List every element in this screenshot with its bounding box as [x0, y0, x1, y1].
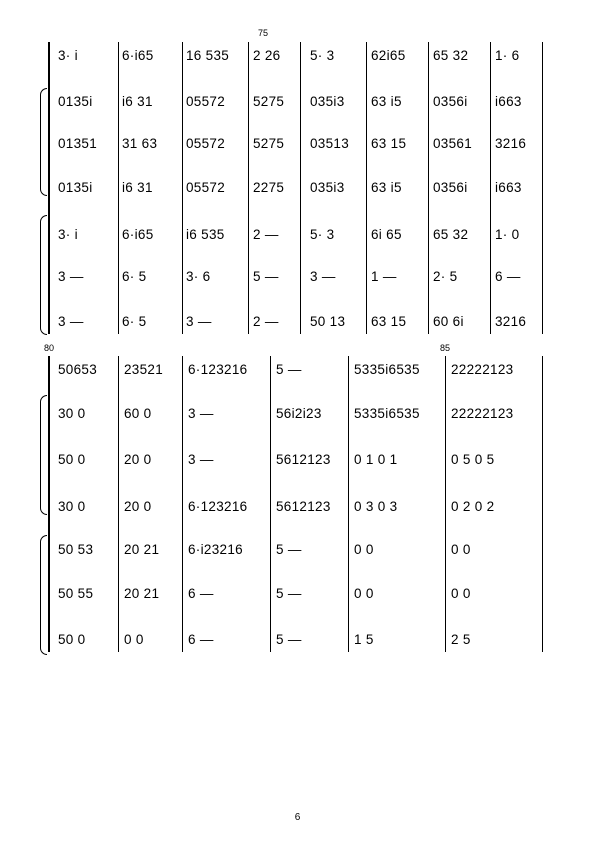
measure: 5· 3: [310, 227, 335, 242]
measure: 5 —: [276, 632, 302, 647]
measure: 3 —: [188, 452, 214, 467]
measure: 5612123: [276, 499, 331, 514]
measure: 63 i5: [371, 94, 402, 109]
staff-1: [0, 46, 595, 66]
measure: 6·i65: [122, 227, 154, 242]
staff-3: [0, 450, 595, 470]
measure: 6·123216: [188, 362, 248, 377]
measure: 20 0: [124, 452, 152, 467]
measure: 60 0: [124, 406, 152, 421]
measure: 3· 6: [186, 269, 211, 284]
staff-6: [0, 584, 595, 604]
measure: 0356i: [433, 94, 468, 109]
measure: 2 26: [253, 48, 281, 63]
measure: i663: [495, 180, 522, 195]
measure: 65 32: [433, 227, 469, 242]
measure: 6· 5: [122, 269, 147, 284]
measure: 62i65: [371, 48, 406, 63]
staff-5: [0, 540, 595, 560]
measure: 0 5 0 5: [451, 452, 495, 467]
measure: 30 0: [58, 499, 86, 514]
staff-6: [0, 267, 595, 287]
measure: 0356i: [433, 180, 468, 195]
measure: 0 1 0 1: [354, 452, 398, 467]
measure: 3 —: [188, 406, 214, 421]
measure: 3 —: [58, 269, 84, 284]
measure: 50653: [58, 362, 98, 377]
measure: 2 —: [253, 314, 279, 329]
measure: 6·123216: [188, 499, 248, 514]
measure: 5612123: [276, 452, 331, 467]
measure: 5335i6535: [354, 406, 420, 421]
measure: 2 —: [253, 227, 279, 242]
measure: 50 0: [58, 452, 86, 467]
measure: 63 i5: [371, 180, 402, 195]
measure: 1 5: [354, 632, 374, 647]
measure: 20 21: [124, 586, 160, 601]
measure: 0135i: [58, 94, 93, 109]
measure: 3216: [495, 136, 527, 151]
measure: 2275: [253, 180, 285, 195]
measure: 60 6i: [433, 314, 464, 329]
measure: 035i3: [310, 180, 345, 195]
measure: i6 31: [122, 94, 153, 109]
measure: 0 2 0 2: [451, 499, 495, 514]
measure: 6·i23216: [188, 542, 243, 557]
measure: 20 0: [124, 499, 152, 514]
measure: 1· 6: [495, 48, 520, 63]
measure: 56i2i23: [276, 406, 322, 421]
measure: 0 0: [354, 542, 374, 557]
measure: 5 —: [276, 586, 302, 601]
measure: 3· i: [58, 227, 78, 242]
measure: 0 0: [354, 586, 374, 601]
measure: 05572: [186, 136, 226, 151]
measure: 05572: [186, 94, 226, 109]
measure: i6 31: [122, 180, 153, 195]
measure: 23521: [124, 362, 164, 377]
staff-2: [0, 92, 595, 112]
measure: 5 —: [253, 269, 279, 284]
measure: 035i3: [310, 94, 345, 109]
staff-5: [0, 225, 595, 245]
measure: 63 15: [371, 314, 407, 329]
measure: 31 63: [122, 136, 158, 151]
measure: 30 0: [58, 406, 86, 421]
measure-number: 80: [44, 343, 55, 353]
measure: 3216: [495, 314, 527, 329]
measure-number: 85: [440, 343, 451, 353]
measure: 22222123: [451, 406, 514, 421]
staff-4: [0, 178, 595, 198]
measure: 1· 0: [495, 227, 520, 242]
measure: 20 21: [124, 542, 160, 557]
measure: 50 13: [310, 314, 346, 329]
page-number: 6: [294, 812, 301, 823]
measure: 3 —: [58, 314, 84, 329]
measure: 16 535: [186, 48, 230, 63]
measure: 5275: [253, 136, 285, 151]
measure: 65 32: [433, 48, 469, 63]
measure: 5· 3: [310, 48, 335, 63]
measure: 6 —: [188, 586, 214, 601]
measure: 03561: [433, 136, 473, 151]
measure: 5 —: [276, 542, 302, 557]
measure: 5 —: [276, 362, 302, 377]
measure: 6· 5: [122, 314, 147, 329]
measure: 50 53: [58, 542, 94, 557]
staff-4: [0, 497, 595, 517]
measure: 22222123: [451, 362, 514, 377]
measure: 6·i65: [122, 48, 154, 63]
measure: 6 —: [188, 632, 214, 647]
measure: 3 —: [186, 314, 212, 329]
measure: i6 535: [186, 227, 225, 242]
staff-1: [0, 360, 595, 380]
measure: 0 0: [451, 542, 471, 557]
staff-7: [0, 630, 595, 650]
measure: 50 55: [58, 586, 94, 601]
staff-7: [0, 312, 595, 332]
measure: 63 15: [371, 136, 407, 151]
measure: 0 0: [124, 632, 144, 647]
staff-2: [0, 404, 595, 424]
measure: 3· i: [58, 48, 78, 63]
measure: 0135i: [58, 180, 93, 195]
measure: 05572: [186, 180, 226, 195]
measure: 0 0: [451, 586, 471, 601]
measure: 1 —: [371, 269, 397, 284]
staff-3: [0, 134, 595, 154]
measure: 0 3 0 3: [354, 499, 398, 514]
measure: 03513: [310, 136, 350, 151]
measure: 5275: [253, 94, 285, 109]
measure: 5335i6535: [354, 362, 420, 377]
measure: 6 —: [495, 269, 521, 284]
measure: 2 5: [451, 632, 471, 647]
measure: 6i 65: [371, 227, 402, 242]
measure: 50 0: [58, 632, 86, 647]
measure: 3 —: [310, 269, 336, 284]
measure-number: 75: [258, 28, 269, 38]
measure: 2· 5: [433, 269, 458, 284]
measure: 01351: [58, 136, 98, 151]
measure: i663: [495, 94, 522, 109]
